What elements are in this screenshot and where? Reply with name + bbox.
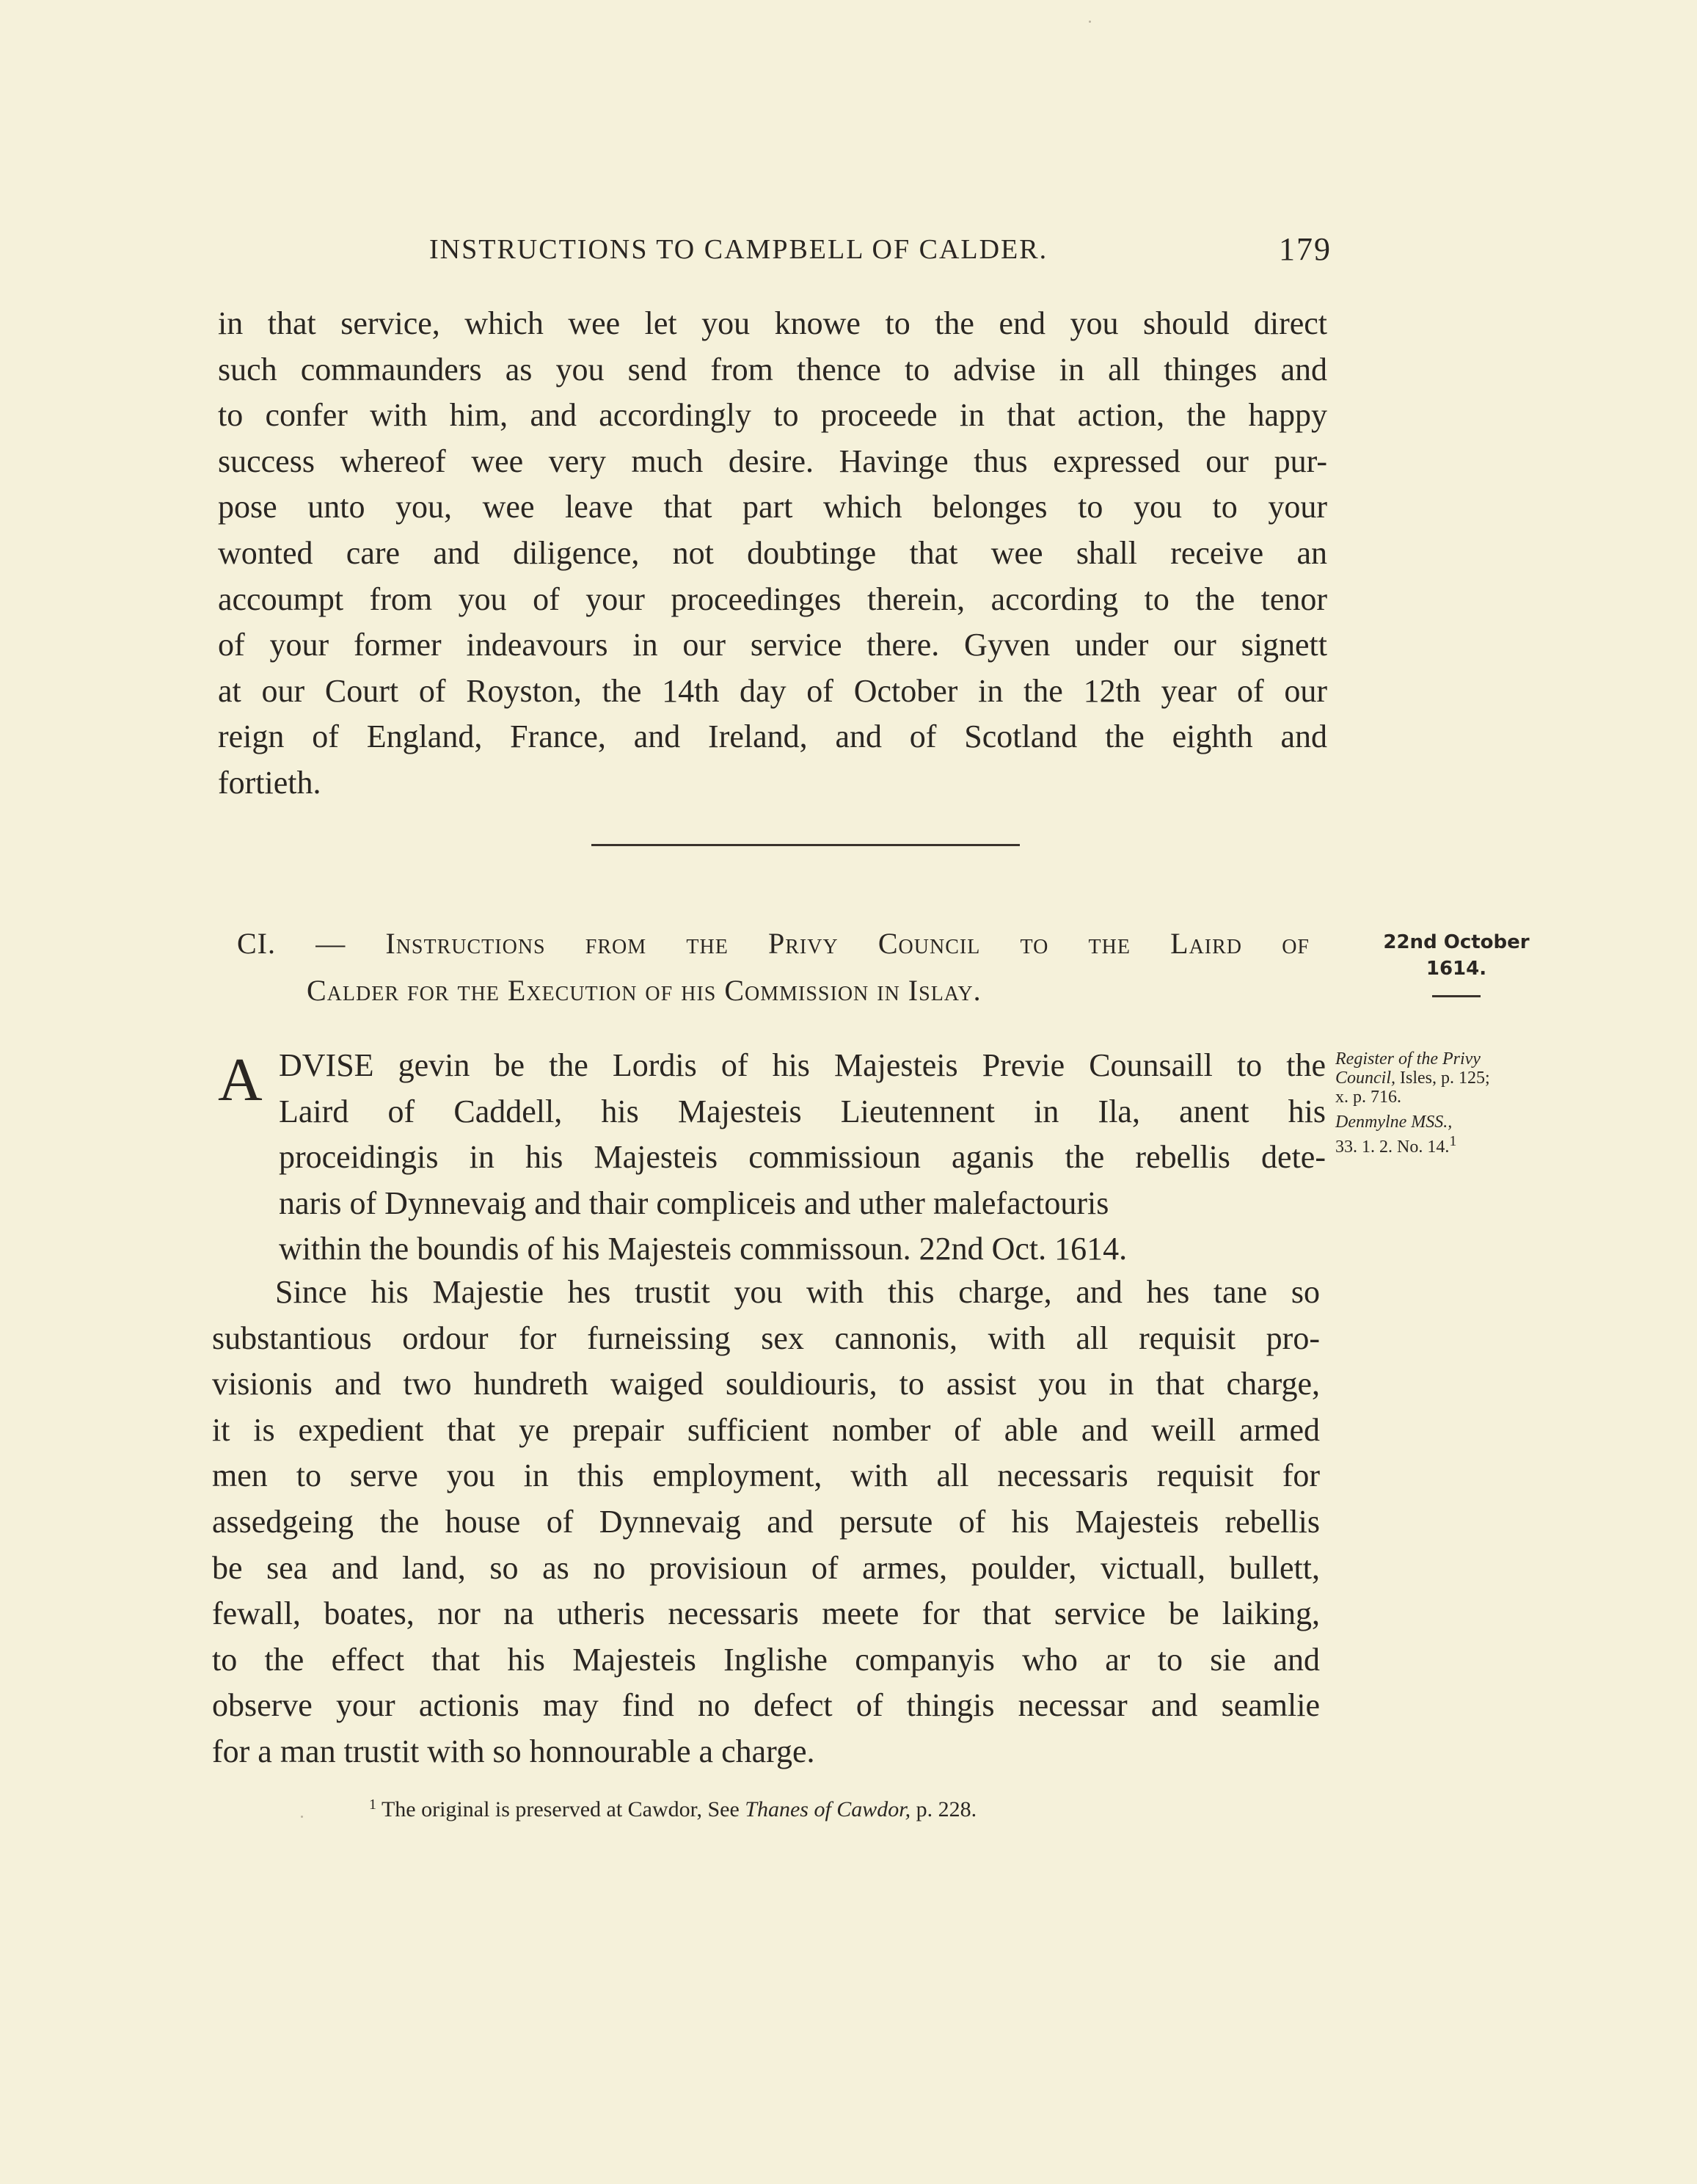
- paper-speck: [1089, 21, 1091, 23]
- text-line: pose unto you, wee leave that part which belonges to you to your: [218, 489, 1327, 525]
- document-summary: [218, 1043, 1326, 1273]
- text-line: to confer with him, and accordingly to proceede in that action, the happy: [218, 397, 1327, 434]
- text-line: DVISE gevin be the Lordis of his Majesteis Previe Counsaill to the: [279, 1047, 1326, 1083]
- text-line: be sea and land, so as no provisioun of armes, poulder, victuall, bullett,: [212, 1549, 1320, 1586]
- text-line: wonted care and diligence, not doubtinge that wee shall receive an: [218, 534, 1327, 571]
- text-line: proceidingis in his Majesteis commissioun aganis the rebellis dete-: [279, 1139, 1326, 1176]
- sidenote-source-1: Register of the Privy: [1335, 1049, 1481, 1069]
- footnote-text: The original is preserved at Cawdor, See: [376, 1797, 745, 1821]
- heading-line-2: Calder for the Execution of his Commission in Islay.: [307, 974, 982, 1007]
- text-line: in that service, which wee let you knowe to the end you should direct: [218, 305, 1327, 341]
- text-line: Since his Majestie hes trustit you with this charge, and hes tane so: [275, 1274, 1320, 1310]
- running-head: [429, 233, 1332, 274]
- text-line: fewall, boates, nor na utheris necessaris meete for that service be laiking,: [212, 1595, 1320, 1632]
- continued-paragraph: [218, 301, 1327, 807]
- section-divider: [591, 844, 1020, 846]
- text-line: such commaunders as you send from thence to advise in all thinges and: [218, 351, 1327, 387]
- text-line: it is expedient that ye prepair sufficient nomber of able and weill armed: [212, 1411, 1320, 1448]
- sidenote-source-2-ref: 33. 1. 2. No. 14.: [1335, 1138, 1450, 1157]
- text-line: naris of Dynnevaig and thair compliceis and uther malefactouris: [279, 1184, 1109, 1221]
- footnote: [369, 1797, 977, 1822]
- sidenote-source-2: Denmylne MSS.,: [1335, 1113, 1453, 1132]
- text-line: accoumpt from you of your proceedinges therein, according to the tenor: [218, 580, 1327, 617]
- footnote-number: 1: [369, 1797, 376, 1813]
- text-line: within the boundis of his Majesteis commissoun. 22nd Oct. 1614.: [279, 1231, 1128, 1267]
- heading-line-1: CI. — Instructions from the Privy Council to the Laird of: [237, 927, 1310, 960]
- footnote-page: p. 228.: [910, 1797, 977, 1821]
- text-line: of your former indeavours in our service there. Gyven under our signett: [218, 627, 1327, 663]
- text-line: observe your actionis may find no defect of thingis necessar and seamlie: [212, 1687, 1320, 1724]
- running-title: INSTRUCTIONS TO CAMPBELL OF CALDER.: [429, 234, 1048, 265]
- page-number: 179: [1279, 231, 1332, 267]
- date-line-1: 22nd October: [1383, 931, 1530, 953]
- sidenote-source-1b: Council,: [1335, 1069, 1395, 1088]
- text-line: for a man trustit with so honnourable a charge.: [212, 1733, 815, 1769]
- sidenote-row: x. p. 716.: [1335, 1088, 1401, 1107]
- text-line: reign of England, France, and Ireland, and of Scotland the eighth and: [218, 718, 1327, 755]
- text-line: Laird of Caddell, his Majesteis Lieutennent in Ila, anent his: [279, 1093, 1326, 1129]
- drop-cap: A: [218, 1046, 263, 1114]
- sidenote-source-1-rest: Isles, p. 125;: [1395, 1069, 1490, 1088]
- sidenote-row: [1335, 1069, 1569, 1088]
- text-line: substantious ordour for furneissing sex cannonis, with all requisit pro-: [212, 1320, 1320, 1356]
- footnote-marker: 1: [1449, 1133, 1457, 1149]
- margin-date: [1365, 929, 1548, 997]
- text-line: men to serve you in this employment, with all necessaris requisit for: [212, 1457, 1320, 1494]
- main-paragraph: [212, 1270, 1320, 1775]
- text-line: to the effect that his Majesteis Inglishe companyis who ar to sie and: [212, 1641, 1320, 1678]
- date-line-2: 1614.: [1426, 958, 1487, 980]
- source-sidenote: [1335, 1049, 1569, 1157]
- section-heading: [237, 920, 1310, 1014]
- sidenote-row: [1335, 1113, 1569, 1132]
- sidenote-row: [1335, 1049, 1569, 1069]
- date-rule: [1432, 995, 1481, 997]
- footnote-title: Thanes of Cawdor,: [745, 1797, 911, 1821]
- text-line: assedgeing the house of Dynnevaig and persute of his Majesteis rebellis: [212, 1503, 1320, 1540]
- text-line: at our Court of Royston, the 14th day of October in the 12th year of our: [218, 672, 1327, 709]
- paper-speck: [301, 1816, 303, 1818]
- sidenote-row: [1335, 1132, 1569, 1157]
- text-line: fortieth.: [218, 764, 321, 801]
- text-line: visionis and two hundreth waiged souldiouris, to assist you in that charge,: [212, 1366, 1320, 1402]
- text-line: success whereof wee very much desire. Havinge thus expressed our pur-: [218, 443, 1327, 479]
